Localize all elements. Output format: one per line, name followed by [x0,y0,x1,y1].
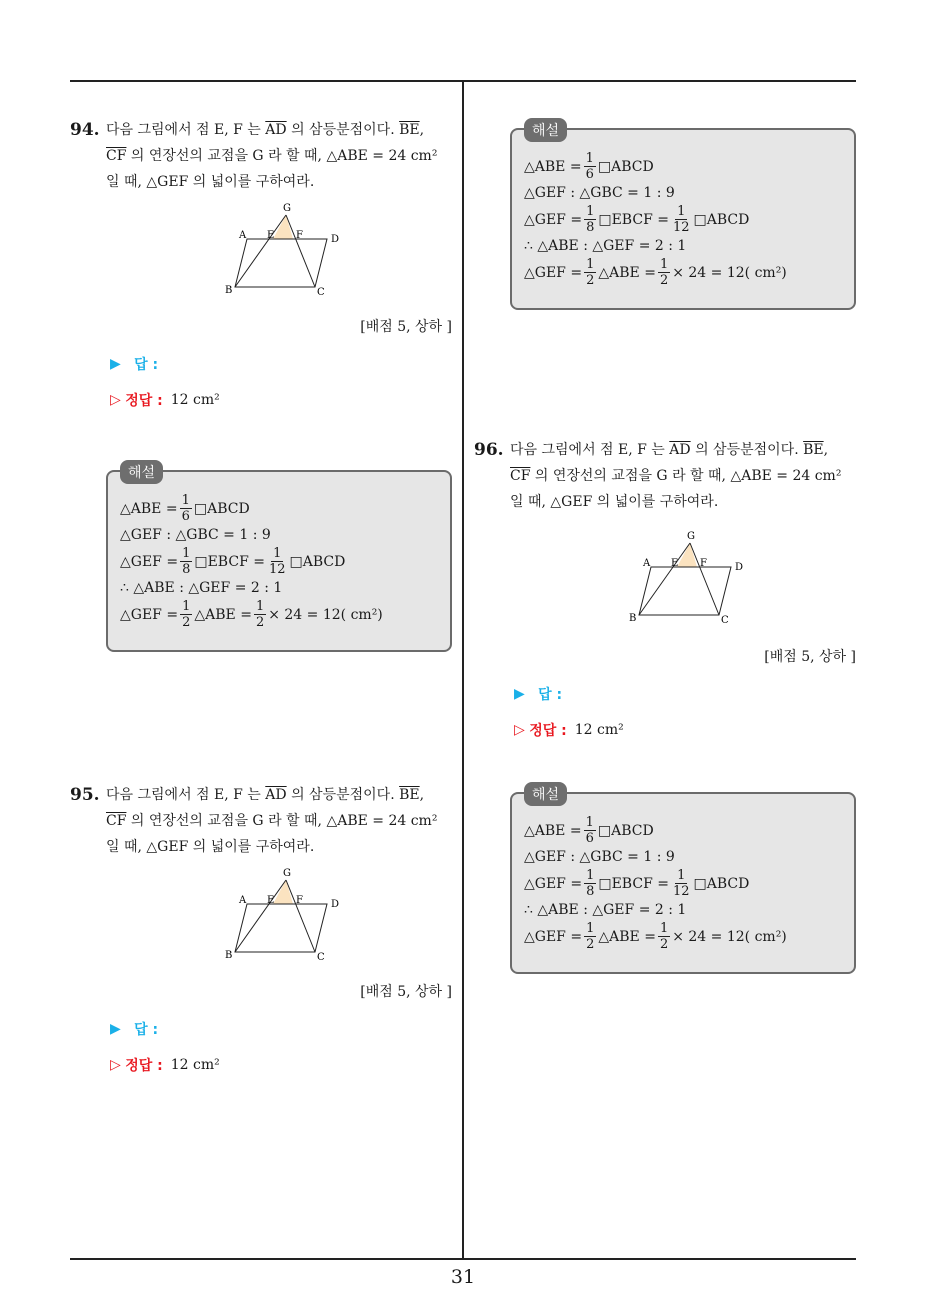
problem-number: 94. [70,120,100,140]
triangle-icon: ▷ [110,1057,121,1073]
label-e: E [267,230,275,241]
solution-tag: 해설 [524,118,567,142]
label-b: B [225,285,233,296]
answer-label: 답 : [538,687,563,703]
label-d: D [735,562,744,573]
solution-box-94: 해설 △ABE = $\frac{1}{6}$ □ABCD △GEF : △GBC = 1 : 9 △GEF = $\frac{1}{8}$ □EBCF = $\frac{1}{12}$ □ABCD ∴ △ABE : △GEF = 2 : 1 △GEF = $\frac{1}{2}$ △ABE = $\frac{1}{2}$ × 24 = 12( cm²) [106,470,452,652]
bottom-rule [70,1258,856,1260]
correct-label: 정답 : [529,723,567,739]
label-g: G [687,531,695,542]
correct-answer-line [514,720,856,740]
problem-number: 96. [474,440,504,460]
score: [배점 5, 상하 ] [360,319,452,335]
problem-95 [70,782,452,1075]
correct-label: 정답 : [125,1058,163,1074]
problem-94 [70,117,452,410]
label-c: C [317,287,325,296]
solution-box-95: 해설 △ABE = $\frac{1}{6}$ □ABCD △GEF : △GBC = 1 : 9 △GEF = $\frac{1}{8}$ □EBCF = $\frac{1}{12}$ □ABCD ∴ △ABE : △GEF = 2 : 1 △GEF = $\frac{1}{2}$ △ABE = $\frac{1}{2}$ × 24 = 12( cm²) [510,128,856,310]
label-b: B [629,613,637,624]
play-icon: ▶ [514,686,525,702]
label-a: A [239,230,247,241]
problem-number: 95. [70,785,100,805]
label-e: E [267,895,275,906]
parallelogram-figure [225,866,345,961]
solution-box-96: 해설 △ABE = $\frac{1}{6}$ □ABCD △GEF : △GBC = 1 : 9 △GEF = $\frac{1}{8}$ □EBCF = $\frac{1}{12}$ □ABCD ∴ △ABE : △GEF = 2 : 1 △GEF = $\frac{1}{2}$ △ABE = $\frac{1}{2}$ × 24 = 12( cm²) [510,792,856,974]
answer-label: 답 : [134,1022,159,1038]
problem-text: 다음 그림에서 점 E, F 는 $\overline{AD}$ 의 삼등분점이다. $\overline{BE}$, $\overline{CF}$ 의 연장선의 교점을 G 라 할 때, △ABE = 24 cm² 일 때, △GEF 의 넓이를 구하여라. [106,787,438,855]
label-a: A [643,558,651,569]
label-c: C [721,615,729,624]
parallelogram-figure [225,201,345,296]
correct-value: 12 cm² [170,392,220,408]
label-g: G [283,868,291,879]
label-d: D [331,234,340,245]
label-a: A [239,895,247,906]
answer-line [514,684,856,704]
play-icon: ▶ [110,1021,121,1037]
parallelogram-figure [629,529,749,624]
answer-line [110,1019,452,1039]
correct-value: 12 cm² [170,1057,220,1073]
answer-label: 답 : [134,357,159,373]
problem-text: 다음 그림에서 점 E, F 는 $\overline{AD}$ 의 삼등분점이다. $\overline{BE}$, $\overline{CF}$ 의 연장선의 교점을 G 라 할 때, △ABE = 24 cm² 일 때, △GEF 의 넓이를 구하여라. [510,442,842,510]
solution-tag: 해설 [524,782,567,806]
score: [배점 5, 상하 ] [360,984,452,1000]
play-icon: ▶ [110,356,121,372]
problem-text: 다음 그림에서 점 E, F 는 $\overline{AD}$ 의 삼등분점이다. $\overline{BE}$, $\overline{CF}$ 의 연장선의 교점을 G 라 할 때, △ABE = 24 cm² 일 때, △GEF 의 넓이를 구하여라. [106,122,438,190]
label-f: F [700,558,707,569]
correct-value: 12 cm² [574,722,624,738]
correct-answer-line [110,1055,452,1075]
label-c: C [317,952,325,961]
score: [배점 5, 상하 ] [764,649,856,665]
label-e: E [671,558,679,569]
label-f: F [296,895,303,906]
correct-answer-line [110,390,452,410]
triangle-icon: ▷ [110,392,121,408]
triangle-icon: ▷ [514,722,525,738]
solution-tag: 해설 [120,460,163,484]
page-number: 31 [450,1266,476,1288]
label-f: F [296,230,303,241]
column-divider [462,82,464,1258]
correct-label: 정답 : [125,393,163,409]
answer-line [110,354,452,374]
label-d: D [331,899,340,910]
label-b: B [225,950,233,961]
problem-96 [474,437,856,740]
label-g: G [283,203,291,214]
